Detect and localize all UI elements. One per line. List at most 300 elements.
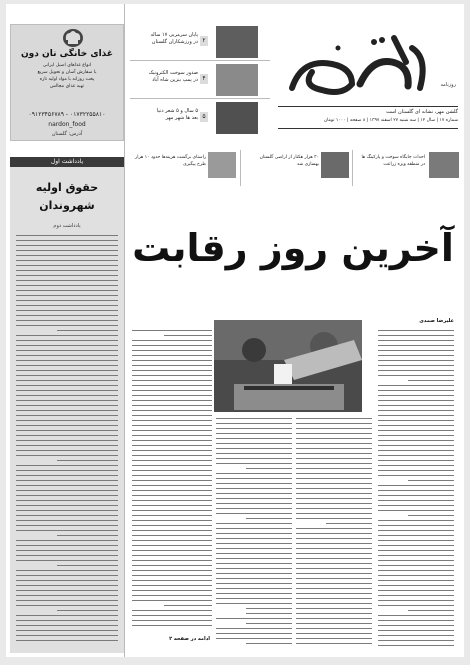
text-line	[16, 305, 118, 306]
text-line	[378, 420, 454, 421]
text-line	[16, 410, 118, 411]
text-line	[296, 493, 372, 494]
text-line	[408, 515, 454, 516]
text-line	[132, 550, 212, 551]
text-line	[132, 575, 212, 576]
text-line	[16, 485, 118, 486]
text-line	[216, 638, 292, 639]
text-line	[296, 418, 372, 419]
text-line	[132, 440, 212, 441]
text-line	[216, 418, 292, 419]
text-line	[16, 355, 118, 356]
text-line	[296, 503, 372, 504]
headline: آخرین روز رقابت	[132, 226, 454, 270]
text-line	[16, 315, 118, 316]
text-line	[132, 415, 212, 416]
text-line	[16, 445, 118, 446]
text-line	[132, 460, 212, 461]
text-line	[216, 563, 292, 564]
text-line	[296, 548, 372, 549]
column-body-text	[16, 235, 118, 647]
text-line	[378, 340, 454, 341]
text-line	[16, 345, 118, 346]
text-line	[132, 595, 212, 596]
text-line	[408, 380, 454, 381]
text-line	[296, 558, 372, 559]
text-line	[16, 520, 118, 521]
text-line	[132, 470, 212, 471]
text-line	[378, 535, 454, 536]
text-line	[296, 478, 372, 479]
text-line	[378, 330, 454, 331]
text-line	[378, 540, 454, 541]
text-line	[16, 550, 118, 551]
text-line	[16, 545, 118, 546]
text-line	[216, 473, 292, 474]
text-line	[378, 560, 454, 561]
text-line	[216, 558, 292, 559]
chef-hat-icon	[61, 27, 85, 49]
text-line	[378, 565, 454, 566]
text-line	[296, 538, 372, 539]
text-line	[378, 360, 454, 361]
text-line	[378, 645, 454, 646]
text-line	[296, 468, 372, 469]
teaser-photo	[216, 26, 258, 58]
teaser-photo	[216, 102, 258, 134]
text-line	[132, 560, 212, 561]
text-line	[296, 473, 372, 474]
text-line	[132, 530, 212, 531]
text-line	[132, 485, 212, 486]
text-line	[378, 505, 454, 506]
text-line	[16, 380, 118, 381]
text-line	[296, 623, 372, 624]
teaser-page-number: ۵	[200, 112, 208, 122]
text-line	[16, 505, 118, 506]
sidebar	[6, 4, 125, 657]
news-item[interactable]	[352, 150, 459, 186]
text-line	[378, 465, 454, 466]
text-line	[132, 425, 212, 426]
text-line	[16, 540, 118, 541]
ad-title: غذای خانگی نان دون	[21, 49, 113, 59]
text-line	[296, 643, 372, 644]
text-line	[132, 495, 212, 496]
text-line	[132, 585, 212, 586]
text-line	[216, 598, 292, 599]
text-line	[16, 375, 118, 376]
text-line	[16, 490, 118, 491]
text-line	[16, 450, 118, 451]
text-line	[378, 365, 454, 366]
text-line	[216, 568, 292, 569]
text-line	[378, 440, 454, 441]
text-line	[16, 525, 118, 526]
text-line	[132, 375, 212, 376]
ad-line: تهیه غذای مجالس	[50, 84, 84, 89]
teaser-text: در پمپ بنزین شاه آباد	[152, 77, 198, 83]
text-line	[57, 460, 118, 461]
teaser-text: بعد ها شهر مهر	[165, 115, 198, 121]
text-line	[16, 360, 118, 361]
text-line	[216, 573, 292, 574]
text-line	[296, 638, 372, 639]
text-line	[216, 508, 292, 509]
text-line	[16, 325, 118, 326]
text-line	[132, 350, 212, 351]
text-line	[378, 500, 454, 501]
text-line	[296, 453, 372, 454]
text-line	[16, 250, 118, 251]
text-line	[132, 475, 212, 476]
teaser-item[interactable]	[130, 62, 270, 99]
text-line	[132, 355, 212, 356]
text-line	[378, 530, 454, 531]
text-line	[216, 498, 292, 499]
text-line	[296, 633, 372, 634]
text-line	[378, 430, 454, 431]
text-line	[16, 495, 118, 496]
text-line	[16, 580, 118, 581]
ad-address: آدرس: گلستان	[51, 131, 83, 137]
teaser-text: صدور سوخت الکترونیک	[148, 70, 198, 76]
text-line	[132, 390, 212, 391]
masthead	[278, 24, 458, 142]
text-line	[378, 575, 454, 576]
text-line	[16, 425, 118, 426]
paper-type: روزنامه	[440, 82, 456, 88]
column-section-label: یادداشت اول	[50, 158, 84, 165]
article	[130, 306, 456, 652]
text-line	[296, 443, 372, 444]
text-line	[296, 423, 372, 424]
text-line	[132, 580, 212, 581]
text-line	[378, 495, 454, 496]
text-line	[216, 463, 292, 464]
text-line	[296, 618, 372, 619]
teaser-text: ۵ سال و ۵ شعر دنیا	[156, 108, 198, 114]
news-item[interactable]	[128, 150, 236, 186]
text-line	[378, 620, 454, 621]
text-line	[378, 545, 454, 546]
text-line	[16, 630, 118, 631]
tagline: گلشن مهر، نشانه ای گلستان است	[385, 109, 458, 115]
ad-phones: ۰۹۱۲۳۴۵۶۷۸۹ - ۰۱۷۳۲۲۵۵۸۱۰	[28, 111, 106, 118]
text-line	[216, 523, 292, 524]
text-line	[57, 535, 118, 536]
text-line	[16, 400, 118, 401]
text-line	[216, 493, 292, 494]
masthead-logo-text	[278, 24, 279, 25]
text-line	[296, 568, 372, 569]
text-line	[16, 365, 118, 366]
text-line	[16, 585, 118, 586]
teaser-page-number: ۲	[200, 36, 208, 46]
text-line	[132, 625, 212, 626]
text-line	[216, 538, 292, 539]
text-line	[16, 430, 118, 431]
text-line	[296, 583, 372, 584]
text-line	[296, 438, 372, 439]
article-body-text	[130, 306, 456, 646]
text-line	[378, 345, 454, 346]
text-line	[132, 370, 212, 371]
text-line	[132, 405, 212, 406]
text-line	[378, 455, 454, 456]
text-line	[16, 560, 118, 561]
text-line	[216, 628, 292, 629]
text-line	[16, 455, 118, 456]
text-line	[132, 490, 212, 491]
text-line	[16, 270, 118, 271]
text-line	[378, 630, 454, 631]
text-line	[296, 433, 372, 434]
text-line	[132, 535, 212, 536]
text-line	[216, 458, 292, 459]
news-photo	[208, 152, 236, 178]
text-line	[378, 375, 454, 376]
text-line	[16, 590, 118, 591]
text-line	[408, 610, 454, 611]
text-line	[132, 540, 212, 541]
text-line	[216, 593, 292, 594]
text-line	[378, 395, 454, 396]
text-line	[132, 545, 212, 546]
text-line	[378, 555, 454, 556]
text-line	[296, 603, 372, 604]
text-line	[216, 443, 292, 444]
text-line	[16, 280, 118, 281]
text-line	[132, 590, 212, 591]
teaser-item[interactable]	[130, 100, 270, 136]
text-line	[16, 620, 118, 621]
text-line	[296, 593, 372, 594]
text-line	[132, 410, 212, 411]
text-line	[378, 485, 454, 486]
text-line	[132, 615, 212, 616]
text-line	[246, 518, 292, 519]
text-line	[16, 625, 118, 626]
news-text: راستای برگشت هزینه‌ها حدود ۱۰ هزار طرح پیگیری	[135, 155, 206, 167]
news-item[interactable]	[240, 150, 349, 186]
text-line	[296, 578, 372, 579]
text-line	[378, 460, 454, 461]
text-line	[296, 448, 372, 449]
text-line	[132, 385, 212, 386]
text-line	[408, 480, 454, 481]
teaser-page-number: ۴	[200, 74, 208, 84]
text-line	[132, 465, 212, 466]
text-line	[296, 533, 372, 534]
text-line	[16, 235, 118, 236]
issue-line: شماره ۱۷ | سال ۱۲ | سه شنبه ۲۷ اسفند ۱۳۹۷ | ۸ صفحه | ۱۰۰۰ تومان	[323, 118, 458, 123]
text-line	[132, 570, 212, 571]
text-line	[132, 600, 212, 601]
text-line	[57, 565, 118, 566]
side-column	[10, 157, 124, 653]
ad-line: با سفارش آسان و تحویل سریع	[37, 70, 97, 75]
text-line	[132, 340, 212, 341]
text-line	[378, 595, 454, 596]
text-line	[216, 483, 292, 484]
text-line	[132, 380, 212, 381]
text-line	[378, 525, 454, 526]
text-line	[296, 508, 372, 509]
text-line	[132, 520, 212, 521]
text-line	[132, 610, 212, 611]
text-line	[16, 310, 118, 311]
text-line	[16, 575, 118, 576]
newspaper-page	[6, 4, 464, 657]
teaser-text: پایان سرمربی ۱۷ ساله	[150, 32, 198, 38]
text-line	[132, 330, 212, 331]
text-line	[57, 330, 118, 331]
text-line	[16, 340, 118, 341]
text-line	[296, 553, 372, 554]
text-line	[216, 448, 292, 449]
text-line	[326, 523, 372, 524]
text-line	[296, 488, 372, 489]
text-line	[296, 608, 372, 609]
text-line	[132, 360, 212, 361]
text-line	[16, 530, 118, 531]
text-line	[246, 468, 292, 469]
ad-line: انواع غذاهای اصیل ایرانی	[42, 63, 92, 68]
text-line	[132, 515, 212, 516]
side-advertisement	[10, 24, 124, 141]
text-line	[378, 640, 454, 641]
text-line	[378, 350, 454, 351]
text-line	[16, 605, 118, 606]
text-line	[132, 400, 212, 401]
ad-handle: nardon_food	[48, 121, 86, 128]
text-line	[296, 483, 372, 484]
text-line	[216, 428, 292, 429]
text-line	[378, 405, 454, 406]
text-line	[16, 350, 118, 351]
teaser-text: در ورزشکاران گلستان	[151, 39, 198, 45]
text-line	[378, 510, 454, 511]
text-line	[16, 420, 118, 421]
text-line	[378, 390, 454, 391]
column-byline: یادداشت دوم	[53, 223, 81, 229]
text-line	[132, 435, 212, 436]
text-line	[16, 555, 118, 556]
teaser-photo	[216, 64, 258, 96]
text-line	[16, 635, 118, 636]
text-line	[16, 395, 118, 396]
text-line	[16, 285, 118, 286]
text-line	[16, 275, 118, 276]
text-line	[132, 395, 212, 396]
text-line	[16, 390, 118, 391]
text-line	[378, 335, 454, 336]
text-line	[16, 265, 118, 266]
text-line	[16, 255, 118, 256]
text-line	[378, 415, 454, 416]
text-line	[164, 605, 212, 606]
text-line	[378, 355, 454, 356]
text-line	[16, 640, 118, 641]
text-line	[378, 590, 454, 591]
text-line	[378, 435, 454, 436]
text-line	[246, 643, 292, 644]
text-line	[296, 598, 372, 599]
text-line	[378, 580, 454, 581]
text-line	[296, 498, 372, 499]
text-line	[378, 625, 454, 626]
text-line	[16, 385, 118, 386]
text-line	[132, 365, 212, 366]
text-line	[132, 620, 212, 621]
text-line	[16, 415, 118, 416]
text-line	[378, 470, 454, 471]
text-line	[132, 555, 212, 556]
text-line	[16, 600, 118, 601]
text-line	[132, 345, 212, 346]
text-line	[216, 433, 292, 434]
text-line	[164, 335, 212, 336]
teaser-item[interactable]	[130, 24, 270, 61]
text-line	[216, 548, 292, 549]
text-line	[16, 595, 118, 596]
text-line	[132, 455, 212, 456]
text-line	[16, 370, 118, 371]
text-line	[216, 533, 292, 534]
column-title-line1: حقوق اولیه	[35, 181, 99, 194]
text-line	[216, 583, 292, 584]
text-line	[216, 453, 292, 454]
text-line	[216, 578, 292, 579]
text-line	[378, 570, 454, 571]
text-line	[16, 570, 118, 571]
text-line	[378, 385, 454, 386]
text-line	[378, 585, 454, 586]
text-line	[216, 618, 292, 619]
text-line	[132, 510, 212, 511]
text-line	[16, 405, 118, 406]
text-line	[132, 430, 212, 431]
text-line	[132, 500, 212, 501]
text-line	[132, 505, 212, 506]
text-line	[16, 615, 118, 616]
text-line	[16, 335, 118, 336]
article-byline: علیرضا صمدی	[419, 318, 454, 324]
text-line	[296, 563, 372, 564]
text-line	[132, 480, 212, 481]
text-line	[378, 370, 454, 371]
text-line	[378, 475, 454, 476]
text-line	[378, 425, 454, 426]
text-line	[216, 503, 292, 504]
text-line	[216, 528, 292, 529]
text-line	[16, 500, 118, 501]
text-line	[216, 513, 292, 514]
text-line	[378, 615, 454, 616]
text-line	[216, 488, 292, 489]
text-line	[378, 520, 454, 521]
text-line	[16, 475, 118, 476]
text-line	[378, 400, 454, 401]
text-line	[16, 510, 118, 511]
text-line	[16, 290, 118, 291]
text-line	[16, 295, 118, 296]
text-line	[16, 480, 118, 481]
text-line	[246, 608, 292, 609]
text-line	[16, 515, 118, 516]
text-line	[246, 613, 292, 614]
